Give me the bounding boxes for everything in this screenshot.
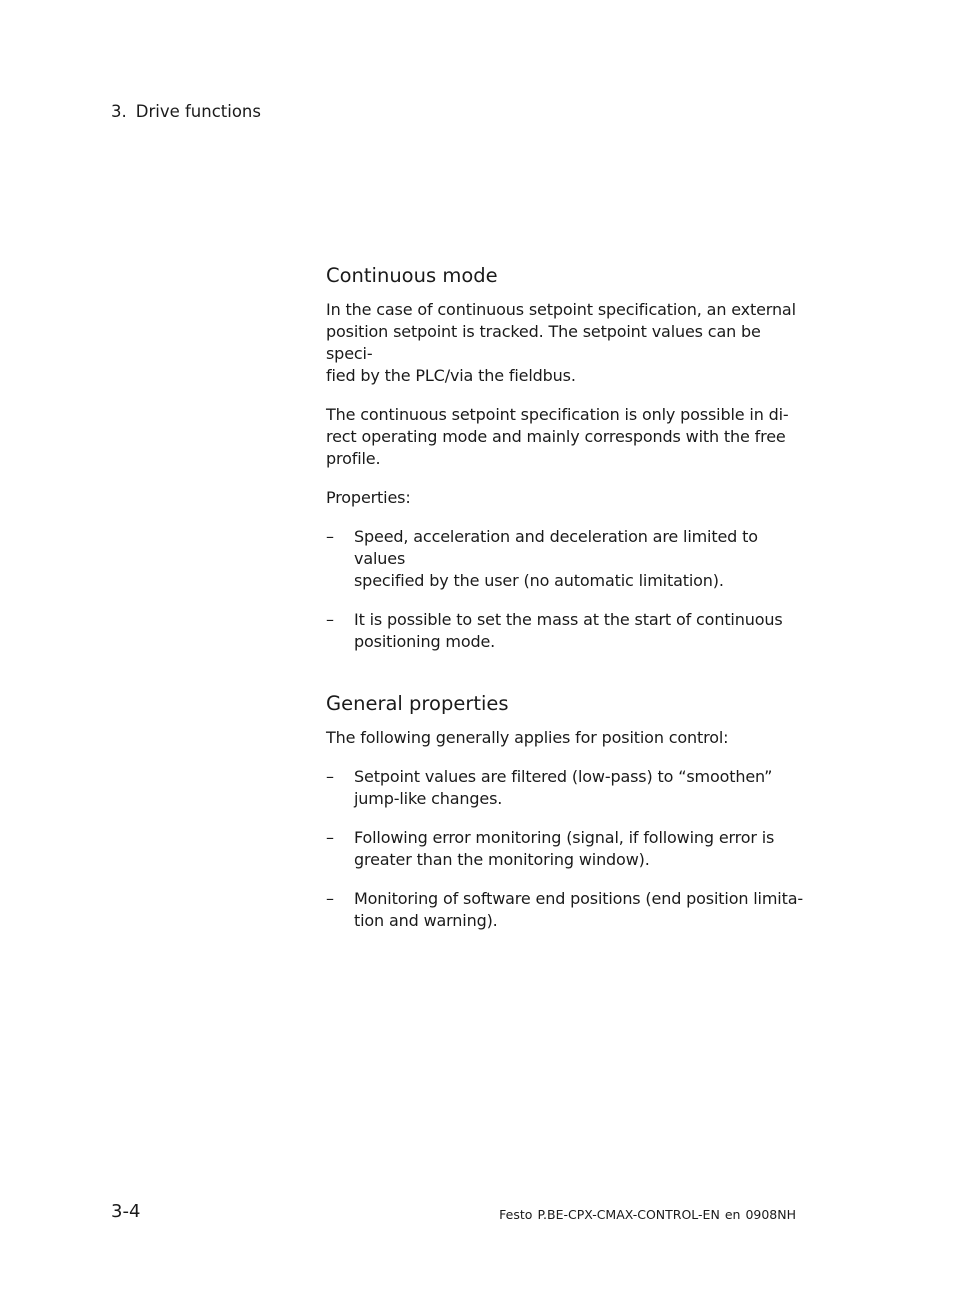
bullet-list <box>326 766 804 932</box>
text-line: Speed, acceleration and deceleration are limited to values <box>354 527 758 568</box>
paragraph <box>326 299 804 387</box>
text-line: tion and warning). <box>354 911 498 930</box>
list-item <box>326 526 804 592</box>
footer-document-id: P.BE-CPX-CMAX-CONTROL-EN <box>537 1207 720 1222</box>
main-content <box>326 263 804 949</box>
paragraph <box>326 404 804 470</box>
text-line: Monitoring of software end positions (end position limita- <box>354 889 803 908</box>
list-item <box>326 888 804 932</box>
section-title-general-properties: General properties <box>326 692 509 715</box>
footer-version: 0908NH <box>745 1207 796 1222</box>
text-line: Following error monitoring (signal, if following error is <box>354 828 775 847</box>
dash-marker: – <box>326 828 334 847</box>
text-line: specified by the user (no automatic limitation). <box>354 571 724 590</box>
bullet-list <box>326 526 804 653</box>
text-line: In the case of continuous setpoint specification, an external <box>326 300 796 319</box>
dash-marker: – <box>326 767 334 786</box>
list-item <box>326 827 804 871</box>
text-line: jump-like changes. <box>354 789 503 808</box>
page-number: 3-4 <box>111 1201 141 1222</box>
chapter-number: 3. <box>111 102 127 121</box>
text-line: position setpoint is tracked. The setpoint values can be speci- <box>326 322 761 363</box>
dash-marker: – <box>326 527 334 546</box>
text-line: Properties: <box>326 488 411 507</box>
text-line: positioning mode. <box>354 632 496 651</box>
text-line: The following generally applies for position control: <box>326 728 729 747</box>
paragraph-properties-label <box>326 487 804 509</box>
page-header <box>111 102 261 121</box>
text-line: It is possible to set the mass at the start of continuous <box>354 610 783 629</box>
footer-document-info <box>499 1207 796 1222</box>
paragraph <box>326 727 804 749</box>
footer-company: Festo <box>499 1207 533 1222</box>
text-line: Setpoint values are filtered (low-pass) to “smoothen” <box>354 767 773 786</box>
text-line: profile. <box>326 449 381 468</box>
text-line: greater than the monitoring window). <box>354 850 650 869</box>
chapter-title: Drive functions <box>135 102 261 121</box>
list-item <box>326 766 804 810</box>
footer-language: en <box>724 1207 741 1222</box>
dash-marker: – <box>326 889 334 908</box>
list-item <box>326 609 804 653</box>
text-line: The continuous setpoint specification is only possible in di- <box>326 405 789 424</box>
dash-marker: – <box>326 610 334 629</box>
text-line: fied by the PLC/via the fieldbus. <box>326 366 576 385</box>
section-title-continuous-mode: Continuous mode <box>326 264 498 287</box>
text-line: rect operating mode and mainly corresponds with the free <box>326 427 786 446</box>
